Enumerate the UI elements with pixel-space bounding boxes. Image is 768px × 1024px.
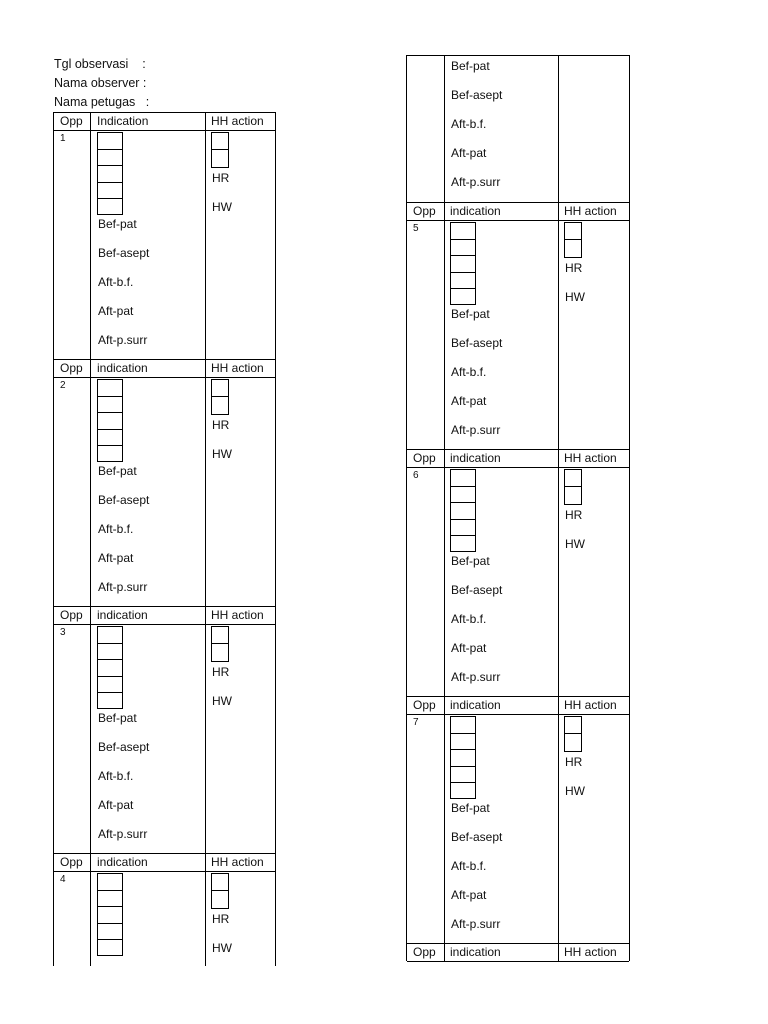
hh-action-label: HW bbox=[212, 694, 232, 708]
opp-header: Opp bbox=[413, 204, 436, 218]
opp-header: Opp bbox=[413, 698, 436, 712]
indication-checkbox[interactable] bbox=[98, 891, 122, 908]
indication-label: Aft-p.surr bbox=[451, 670, 501, 684]
hh-action-checkbox[interactable] bbox=[565, 470, 581, 487]
indication-label: Aft-b.f. bbox=[451, 117, 487, 131]
indication-checkbox[interactable] bbox=[451, 536, 475, 551]
indication-checkbox[interactable] bbox=[451, 470, 475, 487]
indication-label: Bef-asept bbox=[98, 740, 150, 754]
hh-action-header: HH action bbox=[564, 945, 617, 959]
observation-table-left bbox=[53, 112, 276, 966]
hh-action-checkbox[interactable] bbox=[565, 717, 581, 734]
indication-checkbox-group[interactable] bbox=[450, 222, 476, 305]
indication-label: Aft-p.surr bbox=[451, 423, 501, 437]
opportunity-number: 7 bbox=[413, 717, 419, 728]
indication-checkbox[interactable] bbox=[451, 783, 475, 798]
indication-header: indication bbox=[450, 698, 501, 712]
indication-header: indication bbox=[450, 945, 501, 959]
indication-label: Bef-pat bbox=[451, 801, 490, 815]
hh-action-checkbox[interactable] bbox=[212, 133, 228, 150]
hh-action-checkbox[interactable] bbox=[565, 240, 581, 257]
hh-action-header: HH action bbox=[211, 608, 264, 622]
indication-label: Bef-asept bbox=[451, 830, 503, 844]
indication-checkbox[interactable] bbox=[98, 166, 122, 183]
indication-label: Bef-pat bbox=[98, 711, 137, 725]
indication-label: Bef-asept bbox=[451, 583, 503, 597]
indication-checkbox[interactable] bbox=[451, 487, 475, 504]
row-divider bbox=[407, 467, 629, 468]
opportunity-number: 3 bbox=[60, 627, 66, 638]
observer-name-label: Nama observer : bbox=[54, 76, 147, 90]
indication-checkbox[interactable] bbox=[98, 133, 122, 150]
indication-checkbox[interactable] bbox=[98, 183, 122, 200]
hh-action-label: HW bbox=[565, 537, 585, 551]
indication-checkbox[interactable] bbox=[98, 907, 122, 924]
hh-action-label: HR bbox=[565, 508, 583, 522]
opportunity-number: 1 bbox=[60, 133, 66, 144]
opportunity-number: 2 bbox=[60, 380, 66, 391]
row-divider bbox=[54, 871, 275, 872]
indication-checkbox[interactable] bbox=[451, 520, 475, 537]
hh-action-checkbox-group[interactable] bbox=[211, 132, 229, 168]
officer-name-label: Nama petugas : bbox=[54, 95, 150, 109]
hh-action-header: HH action bbox=[564, 204, 617, 218]
hh-action-checkbox-group[interactable] bbox=[564, 469, 582, 505]
opp-header: Opp bbox=[60, 114, 83, 128]
hh-action-label: HR bbox=[212, 418, 230, 432]
indication-checkbox[interactable] bbox=[451, 273, 475, 290]
indication-label: Aft-pat bbox=[451, 146, 487, 160]
indication-checkbox[interactable] bbox=[98, 199, 122, 214]
indication-checkbox[interactable] bbox=[98, 677, 122, 694]
hh-action-label: HR bbox=[212, 912, 230, 926]
hh-action-checkbox[interactable] bbox=[212, 380, 228, 397]
indication-checkbox[interactable] bbox=[451, 750, 475, 767]
indication-checkbox[interactable] bbox=[98, 924, 122, 941]
opp-header: Opp bbox=[60, 855, 83, 869]
indication-label: Bef-pat bbox=[451, 554, 490, 568]
indication-label: Aft-p.surr bbox=[451, 175, 501, 189]
indication-checkbox[interactable] bbox=[451, 503, 475, 520]
indication-label: Bef-pat bbox=[98, 464, 137, 478]
indication-label: Aft-p.surr bbox=[451, 917, 501, 931]
hh-action-label: HR bbox=[212, 171, 230, 185]
indication-label: Aft-b.f. bbox=[451, 365, 487, 379]
indication-checkbox-group[interactable] bbox=[97, 379, 123, 462]
hh-action-checkbox-group[interactable] bbox=[211, 379, 229, 415]
hh-action-checkbox[interactable] bbox=[565, 487, 581, 504]
indication-checkbox-group[interactable] bbox=[450, 716, 476, 799]
opp-header: Opp bbox=[413, 451, 436, 465]
indication-header: indication bbox=[450, 204, 501, 218]
indication-label: Aft-b.f. bbox=[98, 275, 134, 289]
indication-checkbox-group[interactable] bbox=[97, 873, 123, 956]
indication-checkbox[interactable] bbox=[98, 693, 122, 708]
indication-label: Aft-pat bbox=[451, 394, 487, 408]
indication-label: Bef-pat bbox=[98, 217, 137, 231]
indication-header: indication bbox=[97, 855, 148, 869]
indication-checkbox-group[interactable] bbox=[450, 469, 476, 552]
indication-checkbox[interactable] bbox=[98, 627, 122, 644]
indication-header: indication bbox=[450, 451, 501, 465]
hh-action-checkbox-group[interactable] bbox=[564, 716, 582, 752]
row-divider bbox=[407, 714, 629, 715]
indication-header: Indication bbox=[97, 114, 149, 128]
row-divider bbox=[407, 961, 629, 962]
indication-checkbox[interactable] bbox=[98, 874, 122, 891]
opp-header: Opp bbox=[60, 361, 83, 375]
indication-label: Aft-pat bbox=[98, 798, 134, 812]
indication-checkbox[interactable] bbox=[98, 430, 122, 447]
indication-checkbox[interactable] bbox=[98, 413, 122, 430]
hh-action-checkbox-group[interactable] bbox=[564, 222, 582, 258]
hh-action-header: HH action bbox=[211, 361, 264, 375]
indication-label: Aft-p.surr bbox=[98, 827, 148, 841]
hh-action-label: HR bbox=[565, 755, 583, 769]
hh-action-checkbox[interactable] bbox=[212, 874, 228, 891]
hh-action-checkbox[interactable] bbox=[212, 891, 228, 908]
indication-checkbox[interactable] bbox=[98, 660, 122, 677]
row-divider bbox=[54, 130, 275, 131]
hh-action-label: HW bbox=[212, 941, 232, 955]
observation-table-right bbox=[406, 55, 630, 961]
indication-label: Bef-asept bbox=[451, 88, 503, 102]
hh-action-checkbox[interactable] bbox=[212, 627, 228, 644]
indication-checkbox[interactable] bbox=[451, 289, 475, 304]
indication-label: Bef-asept bbox=[98, 246, 150, 260]
indication-checkbox[interactable] bbox=[98, 397, 122, 414]
indication-label: Aft-b.f. bbox=[98, 522, 134, 536]
row-divider bbox=[54, 377, 275, 378]
indication-label: Aft-pat bbox=[98, 304, 134, 318]
indication-label: Bef-asept bbox=[451, 336, 503, 350]
indication-checkbox[interactable] bbox=[451, 240, 475, 257]
indication-header: indication bbox=[97, 608, 148, 622]
indication-label: Aft-b.f. bbox=[451, 859, 487, 873]
hh-action-checkbox-group[interactable] bbox=[211, 626, 229, 662]
hh-action-header: HH action bbox=[564, 451, 617, 465]
indication-checkbox[interactable] bbox=[451, 256, 475, 273]
indication-label: Aft-pat bbox=[98, 551, 134, 565]
indication-checkbox-group[interactable] bbox=[97, 626, 123, 709]
indication-label: Aft-p.surr bbox=[98, 333, 148, 347]
hh-action-label: HW bbox=[565, 784, 585, 798]
hh-action-header: HH action bbox=[211, 114, 264, 128]
indication-checkbox[interactable] bbox=[451, 734, 475, 751]
indication-checkbox[interactable] bbox=[451, 223, 475, 240]
opportunity-number: 4 bbox=[60, 874, 66, 885]
indication-label: Bef-pat bbox=[451, 307, 490, 321]
row-divider bbox=[407, 220, 629, 221]
opp-header: Opp bbox=[413, 945, 436, 959]
hh-action-header: HH action bbox=[564, 698, 617, 712]
hh-action-checkbox[interactable] bbox=[212, 644, 228, 661]
indication-checkbox[interactable] bbox=[98, 380, 122, 397]
indication-label: Aft-p.surr bbox=[98, 580, 148, 594]
hh-action-checkbox[interactable] bbox=[212, 397, 228, 414]
hh-action-checkbox-group[interactable] bbox=[211, 873, 229, 909]
opp-header: Opp bbox=[60, 608, 83, 622]
hh-action-label: HW bbox=[212, 200, 232, 214]
hh-action-label: HR bbox=[565, 261, 583, 275]
opportunity-number: 6 bbox=[413, 470, 419, 481]
indication-checkbox[interactable] bbox=[98, 644, 122, 661]
row-divider bbox=[54, 624, 275, 625]
hh-action-checkbox[interactable] bbox=[212, 150, 228, 167]
hh-action-label: HW bbox=[565, 290, 585, 304]
indication-checkbox[interactable] bbox=[451, 767, 475, 784]
indication-label: Aft-pat bbox=[451, 641, 487, 655]
indication-label: Aft-pat bbox=[451, 888, 487, 902]
indication-label: Bef-pat bbox=[451, 59, 490, 73]
indication-checkbox[interactable] bbox=[98, 940, 122, 955]
indication-label: Aft-b.f. bbox=[98, 769, 134, 783]
hh-action-label: HR bbox=[212, 665, 230, 679]
indication-checkbox-group[interactable] bbox=[97, 132, 123, 215]
indication-checkbox[interactable] bbox=[451, 717, 475, 734]
hh-action-checkbox[interactable] bbox=[565, 223, 581, 240]
indication-label: Aft-b.f. bbox=[451, 612, 487, 626]
hh-action-label: HW bbox=[212, 447, 232, 461]
indication-checkbox[interactable] bbox=[98, 150, 122, 167]
indication-checkbox[interactable] bbox=[98, 446, 122, 461]
indication-label: Bef-asept bbox=[98, 493, 150, 507]
opportunity-number: 5 bbox=[413, 223, 419, 234]
hh-action-header: HH action bbox=[211, 855, 264, 869]
observation-date-label: Tgl observasi : bbox=[54, 57, 146, 71]
hh-action-checkbox[interactable] bbox=[565, 734, 581, 751]
indication-header: indication bbox=[97, 361, 148, 375]
